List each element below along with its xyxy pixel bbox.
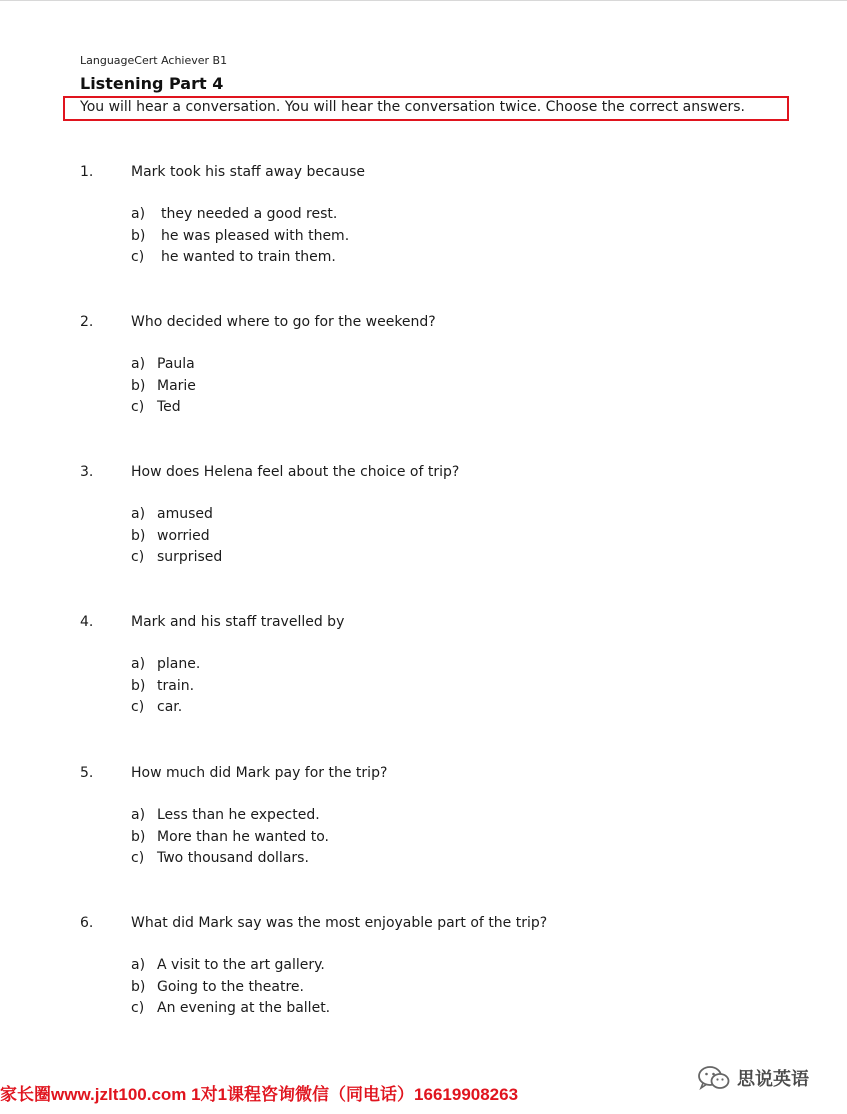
- question-text: How does Helena feel about the choice of trip?: [131, 464, 460, 480]
- option-text: he was pleased with them.: [161, 227, 350, 244]
- question-text: Mark took his staff away because: [131, 164, 366, 180]
- option-text: Paula: [157, 356, 195, 372]
- wechat-account-name: 思说英语: [737, 1069, 809, 1090]
- question-number: 1.: [80, 164, 94, 180]
- wechat-account-badge: [697, 1064, 809, 1092]
- instructions-text: You will hear a conversation. You will hear the conversation twice. Choose the correct answers.: [80, 99, 745, 115]
- option-text: car.: [157, 699, 183, 715]
- question-text: Who decided where to go for the weekend?: [131, 314, 436, 330]
- option-text: Going to the theatre.: [157, 978, 304, 995]
- option-letter: c): [131, 850, 145, 866]
- option-text: surprised: [157, 549, 223, 565]
- option-letter: c): [131, 699, 145, 715]
- question-number: 2.: [80, 314, 94, 330]
- option-letter: a): [131, 807, 146, 823]
- option-letter: a): [131, 506, 146, 522]
- option-text: More than he wanted to.: [157, 828, 329, 845]
- option-text: he wanted to train them.: [161, 249, 336, 265]
- option-text: Marie: [157, 377, 196, 394]
- option-text: Ted: [157, 399, 181, 415]
- option-text: amused: [157, 506, 213, 522]
- option-letter: c): [131, 399, 145, 415]
- option-text: they needed a good rest.: [161, 206, 338, 222]
- option-letter: a): [131, 356, 146, 372]
- question-number: 6.: [80, 915, 94, 931]
- top-divider: [0, 0, 847, 1]
- exam-name: LanguageCert Achiever B1: [80, 54, 228, 67]
- question-number: 3.: [80, 464, 94, 480]
- option-letter: b): [131, 677, 146, 694]
- question-number: 5.: [80, 765, 94, 781]
- section-title: Listening Part 4: [80, 74, 224, 93]
- option-text: Two thousand dollars.: [157, 850, 309, 866]
- option-text: A visit to the art gallery.: [157, 957, 325, 973]
- option-text: train.: [157, 677, 195, 694]
- question-text: How much did Mark pay for the trip?: [131, 765, 388, 781]
- option-letter: c): [131, 1000, 145, 1016]
- option-letter: b): [131, 978, 146, 995]
- question-text: What did Mark say was the most enjoyable part of the trip?: [131, 915, 548, 931]
- question-text: Mark and his staff travelled by: [131, 614, 345, 630]
- option-letter: a): [131, 656, 146, 672]
- footer-watermark: 家长圈www.jzlt100.com 1对1课程咨询微信（同电话）16619908263: [0, 1085, 519, 1104]
- option-text: worried: [157, 527, 210, 544]
- option-letter: b): [131, 828, 146, 845]
- question-number: 4.: [80, 614, 94, 630]
- option-text: An evening at the ballet.: [157, 1000, 331, 1016]
- option-text: plane.: [157, 656, 201, 672]
- option-letter: c): [131, 549, 145, 565]
- option-letter: b): [131, 227, 146, 244]
- option-text: Less than he expected.: [157, 807, 320, 823]
- option-letter: a): [131, 957, 146, 973]
- option-letter: b): [131, 527, 146, 544]
- option-letter: a): [131, 206, 146, 222]
- wechat-icon: [697, 1065, 731, 1091]
- option-letter: c): [131, 249, 145, 265]
- option-letter: b): [131, 377, 146, 394]
